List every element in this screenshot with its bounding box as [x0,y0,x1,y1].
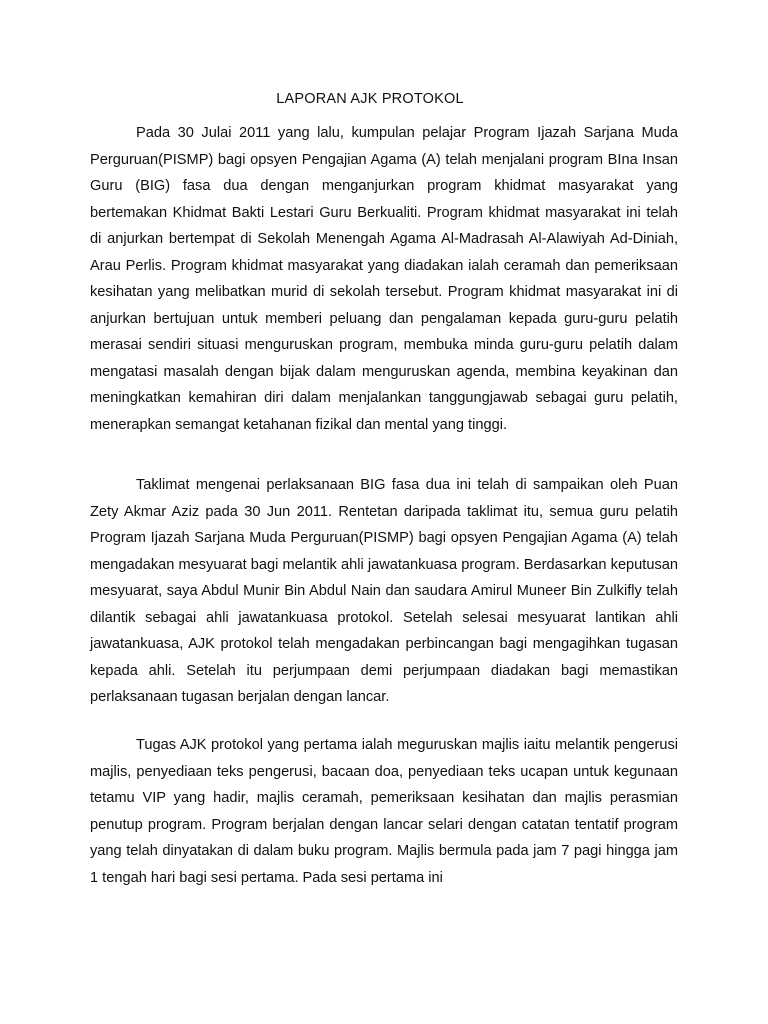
paragraph-1: Pada 30 Julai 2011 yang lalu, kumpulan pelajar Program Ijazah Sarjana Muda Perguruan(PISMP) bagi opsyen Pengajian Agama (A) telah menjalani program BIna Insan Guru (BIG) fasa dua dengan menganjurkan program khidmat masyarakat yang bertemakan Khidmat Bakti Lestari Guru Berkualiti. Program khidmat masyarakat ini telah di anjurkan bertempat di Sekolah Menengah Agama Al-Madrasah Al-Alawiyah Ad-Diniah, Arau Perlis. Program khidmat masyarakat yang diadakan ialah ceramah dan pemeriksaan kesihatan yang melibatkan murid di sekolah tersebut. Program khidmat masyarakat ini di anjurkan bertujuan untuk memberi peluang dan pengalaman kepada guru-guru pelatih merasai sendiri situasi menguruskan program, membuka minda guru-guru pelatih dalam mengatasi masalah dengan bijak dalam menguruskan agenda, membina keyakinan dan meningkatkan kemahiran diri dalam menjalankan tanggungjawab sebagai guru pelatih, menerapkan semangat ketahanan fizikal dan mental yang tinggi. [90,125,678,433]
paragraph-2: Taklimat mengenai perlaksanaan BIG fasa dua ini telah di sampaikan oleh Puan Zety Akmar Aziz pada 30 Jun 2011. Rentetan daripada taklimat itu, semua guru pelatih Program Ijazah Sarjana Muda Perguruan(PISMP) bagi opsyen Pengajian Agama (A) telah mengadakan mesyuarat bagi melantik ahli jawatankuasa program. Berdasarkan keputusan mesyuarat, saya Abdul Munir Bin Abdul Nain dan saudara Amirul Muneer Bin Zulkifly telah dilantik sebagai ahli jawatankuasa protokol. Setelah selesai mesyuarat lantikan ahli jawatankuasa, AJK protokol telah mengadakan perbincangan bagi mengagihkan tugasan kepada ahli. Setelah itu perjumpaan demi perjumpaan diadakan bagi memastikan perlaksanaan tugasan berjalan dengan lancar. [90,477,678,705]
paragraph-3: Tugas AJK protokol yang pertama ialah meguruskan majlis iaitu melantik pengerusi majlis, penyediaan teks pengerusi, bacaan doa, penyediaan teks ucapan untuk kegunaan tetamu VIP yang hadir, majlis ceramah, pemeriksaan kesihatan dan majlis perasmian penutup program. Program berjalan dengan lancar selari dengan catatan tentatif program yang telah dinyatakan di dalam buku program. Majlis bermula pada jam 7 pagi hingga jam 1 tengah hari bagi sesi pertama. Pada sesi pertama ini [90,737,678,886]
document-title: LAPORAN AJK PROTOKOL [276,91,464,107]
